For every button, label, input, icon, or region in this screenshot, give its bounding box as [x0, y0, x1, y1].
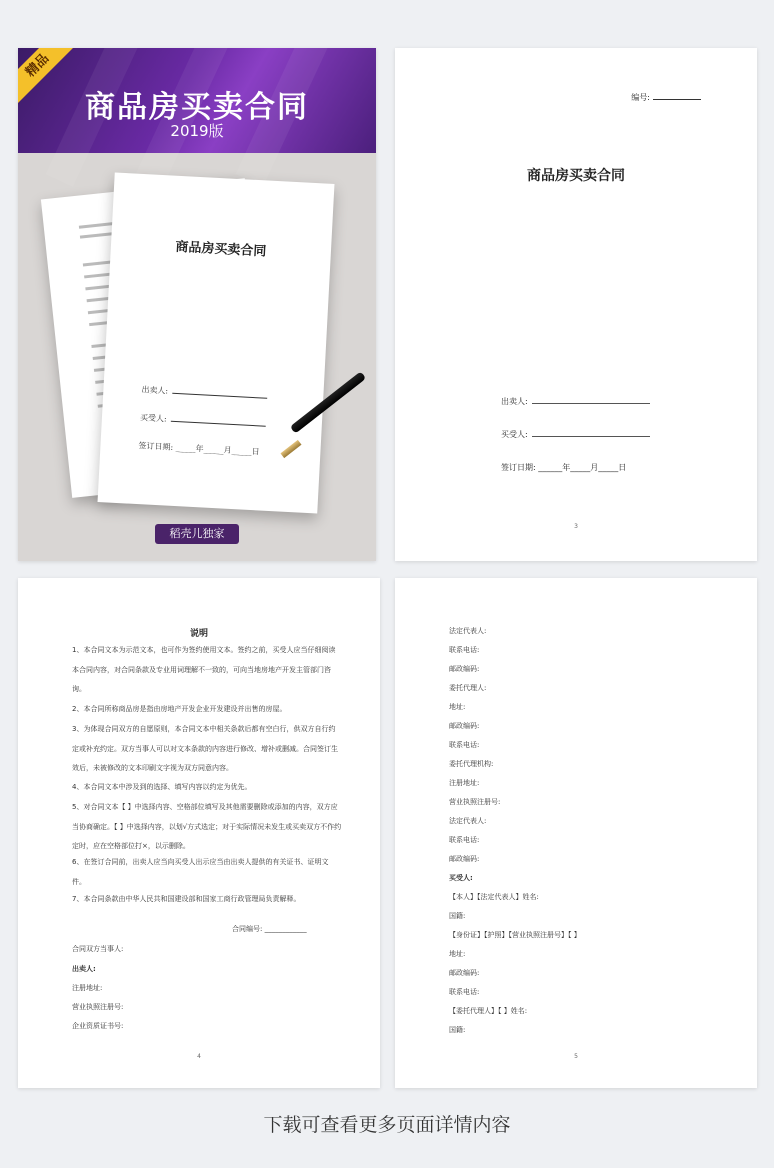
seller-label: 出卖人:: [72, 965, 96, 973]
cover-page: [18, 48, 376, 561]
paper-seller-field: 出卖人:: [141, 384, 267, 402]
contract-number: 合同编号: ____________: [232, 925, 307, 933]
form-line: 地址:: [449, 703, 466, 711]
paper-title: 商品房买卖合同: [175, 239, 267, 260]
form-line: 营业执照注册号:: [449, 798, 501, 806]
page-number: 5: [574, 1053, 578, 1060]
buyer-field: 买受人:: [501, 429, 650, 440]
form-line: 法定代表人:: [449, 627, 487, 635]
form-line: 联系电话:: [449, 836, 480, 844]
paper-date-field: 签订日期: _____年_____月_____日: [138, 441, 260, 457]
front-paper-sheet: [98, 172, 335, 513]
instruction-paragraph: 3、为体现合同双方的自愿原则，本合同文本中相关条款后都有空白行，供双方自行约定或补充约定。双方当事人可以对文本条款的内容进行修改、增补或删减。合同签订生效后，未被修改的文本印刷文字视为双方同意内容。: [72, 725, 338, 772]
buyer-label: 买受人:: [449, 874, 473, 882]
reg-address-label: 注册地址:: [72, 984, 103, 992]
form-line: 国籍:: [449, 1026, 466, 1034]
page-number: 4: [197, 1053, 201, 1060]
instruction-paragraph: 4、本合同文本中涉及到的选择、填写内容以约定为优先。: [72, 783, 252, 791]
form-line: 委托代理人:: [449, 684, 487, 692]
page-4: [18, 578, 380, 1088]
paper-buyer-field: 买受人:: [140, 412, 266, 430]
seller-field: 出卖人:: [501, 396, 650, 407]
form-line: 邮政编码:: [449, 665, 480, 673]
form-line: 邮政编码:: [449, 855, 480, 863]
instructions-heading: 说明: [189, 629, 208, 639]
form-line: 【委托代理人】【 】姓名:: [449, 1007, 528, 1015]
cover-year: 2019版: [170, 122, 224, 140]
parties-label: 合同双方当事人:: [72, 945, 124, 953]
form-line: 联系电话:: [449, 988, 480, 996]
form-line: 邮政编码:: [449, 969, 480, 977]
page-number: 3: [574, 523, 578, 530]
instruction-paragraph: 6、在签订合同前，出卖人应当向买受人出示应当由出卖人提供的有关证书、证明文件。: [72, 858, 329, 886]
instruction-paragraph: 2、本合同所称商品房是指由房地产开发企业开发建设并出售的房屋。: [72, 705, 287, 713]
signing-date-field: 签订日期: ______年_____月_____日: [501, 463, 627, 472]
form-line: 注册地址:: [449, 779, 480, 787]
form-line: 委托代理机构:: [449, 760, 494, 768]
form-line: 联系电话:: [449, 646, 480, 654]
exclusive-tag: 稻壳儿独家: [155, 524, 239, 544]
instruction-paragraph: 7、本合同条款由中华人民共和国建设部和国家工商行政管理局负责解释。: [72, 895, 301, 903]
instruction-paragraph: 1、本合同文本为示范文本，也可作为签约使用文本。签约之前，买受人应当仔细阅读本合同内容，对合同条款及专业用词理解不一致的，可向当地房地产开发主管部门咨询。: [72, 646, 336, 693]
cover-title: 商品房买卖合同: [85, 90, 309, 125]
premium-badge: 精品: [18, 48, 82, 110]
form-line: 【本人】【法定代表人】姓名:: [449, 893, 539, 901]
form-line: 国籍:: [449, 912, 466, 920]
form-line: 联系电话:: [449, 741, 480, 749]
form-line: 地址:: [449, 950, 466, 958]
page-3: [395, 48, 757, 561]
instruction-paragraph: 5、对合同文本【 】中选择内容、空格部位填写及其他需要删除或添加的内容，双方应当协商确定。【 】中选择内容，以划√方式选定；对于实际情况未发生或买卖双方不作约定时，应在空格部位打×，以示删除。: [72, 803, 342, 850]
license-label: 营业执照注册号:: [72, 1003, 124, 1011]
qualification-label: 企业资质证书号:: [72, 1022, 124, 1030]
form-line: 【身份证】【护照】【营业执照注册号】【 】: [449, 931, 581, 939]
page3-title: 商品房买卖合同: [527, 168, 625, 184]
page-5: [395, 578, 757, 1088]
form-line: 邮政编码:: [449, 722, 480, 730]
download-more-prompt[interactable]: 下载可查看更多页面详情内容: [263, 1114, 511, 1136]
contract-number-field: 编号:: [631, 92, 701, 103]
form-line: 法定代表人:: [449, 817, 487, 825]
